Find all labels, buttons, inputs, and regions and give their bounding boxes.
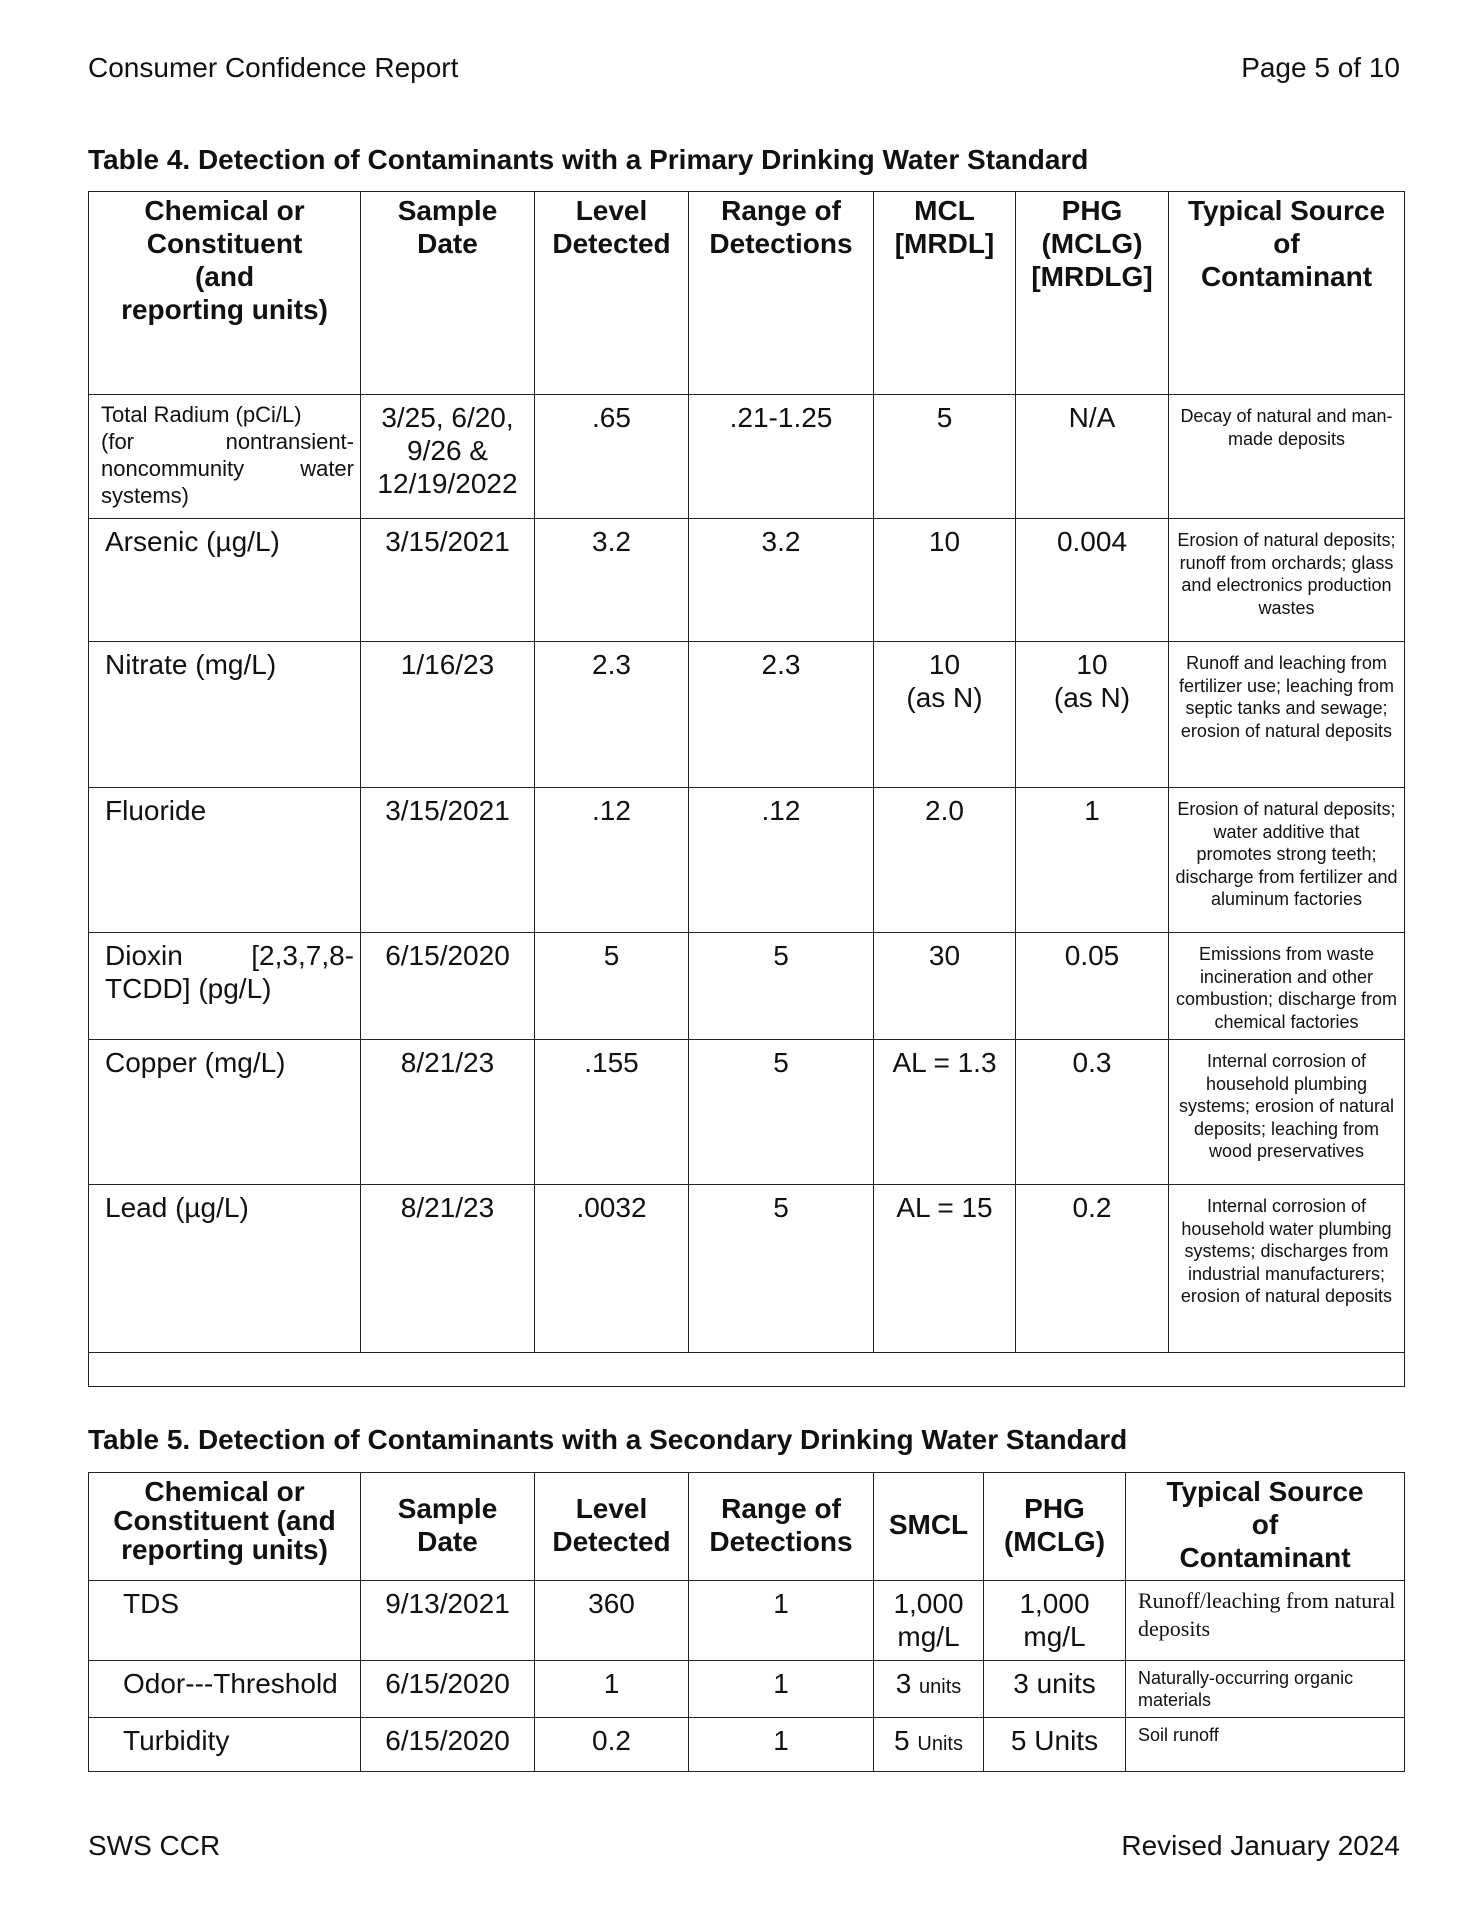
typical-source: Internal corrosion of household plumbing systems; erosion of natural deposits; leaching from wood preservatives bbox=[1169, 1040, 1405, 1185]
col-header-sample-date: Sample Date bbox=[361, 1473, 535, 1581]
empty-cell bbox=[89, 1353, 1405, 1387]
level-detected: .155 bbox=[535, 1040, 689, 1185]
sample-date: 6/15/2020 bbox=[361, 933, 535, 1040]
col-header-typical-source: Typical Source of Contaminant bbox=[1126, 1473, 1405, 1581]
sample-date: 6/15/2020 bbox=[361, 1718, 535, 1772]
col-header-sample-date: Sample Date bbox=[361, 192, 535, 395]
typical-source: Internal corrosion of household water plumbing systems; discharges from industrial manufacturers; erosion of natural deposits bbox=[1169, 1185, 1405, 1353]
phg-value: 0.3 bbox=[1016, 1040, 1169, 1185]
table-row bbox=[89, 1040, 1405, 1185]
sample-date: 8/21/23 bbox=[361, 1040, 535, 1185]
typical-source: Runoff and leaching from fertilizer use; leaching from septic tanks and sewage; erosion of natural deposits bbox=[1169, 642, 1405, 788]
mcl-value: AL = 1.3 bbox=[874, 1040, 1016, 1185]
col-header-range: Range of Detections bbox=[689, 192, 874, 395]
mcl-value: 10 bbox=[874, 519, 1016, 642]
table-row bbox=[89, 395, 1405, 519]
col-header-mcl: MCL [MRDL] bbox=[874, 192, 1016, 395]
col-header-chemical: Chemical or Constituent (and reporting units) bbox=[89, 192, 361, 395]
phg-value: 1,000 mg/L bbox=[984, 1581, 1126, 1661]
typical-source: Runoff/leaching from natural deposits bbox=[1126, 1581, 1405, 1661]
table-row bbox=[89, 642, 1405, 788]
chemical-name: Copper (mg/L) bbox=[89, 1040, 361, 1185]
table-row bbox=[89, 1718, 1405, 1772]
level-detected: .65 bbox=[535, 395, 689, 519]
phg-value: 3 units bbox=[984, 1661, 1126, 1718]
range-of-detections: .21-1.25 bbox=[689, 395, 874, 519]
chemical-name: Fluoride bbox=[89, 788, 361, 933]
mcl-value: AL = 15 bbox=[874, 1185, 1016, 1353]
table-row bbox=[89, 1185, 1405, 1353]
level-detected: 360 bbox=[535, 1581, 689, 1661]
level-detected: 1 bbox=[535, 1661, 689, 1718]
col-header-range: Range of Detections bbox=[689, 1473, 874, 1581]
chemical-name: Nitrate (mg/L) bbox=[89, 642, 361, 788]
chemical-name: Dioxin [2,3,7,8- TCDD] (pg/L) bbox=[89, 933, 361, 1040]
table5-header-row bbox=[89, 1473, 1405, 1581]
level-detected: 2.3 bbox=[535, 642, 689, 788]
typical-source: Emissions from waste incineration and other combustion; discharge from chemical factories bbox=[1169, 933, 1405, 1040]
range-of-detections: .12 bbox=[689, 788, 874, 933]
typical-source: Naturally-occurring organic materials bbox=[1126, 1661, 1405, 1718]
table-row bbox=[89, 1661, 1405, 1718]
table5-caption: Table 5. Detection of Contaminants with a Secondary Drinking Water Standard bbox=[88, 1424, 1128, 1455]
smcl-value: 5 Units bbox=[874, 1718, 984, 1772]
range-of-detections: 1 bbox=[689, 1718, 874, 1772]
mcl-value: 2.0 bbox=[874, 788, 1016, 933]
page-number: Page 5 of 10 bbox=[1241, 52, 1400, 83]
table4-empty-row bbox=[89, 1353, 1405, 1387]
footer-left: SWS CCR bbox=[88, 1830, 221, 1861]
page-header-title: Consumer Confidence Report bbox=[88, 52, 459, 83]
phg-value: 0.05 bbox=[1016, 933, 1169, 1040]
phg-value: 0.2 bbox=[1016, 1185, 1169, 1353]
range-of-detections: 2.3 bbox=[689, 642, 874, 788]
mcl-value: 10 (as N) bbox=[874, 642, 1016, 788]
typical-source: Soil runoff bbox=[1126, 1718, 1405, 1772]
typical-source: Erosion of natural deposits; water additive that promotes strong teeth; discharge from fertilizer and aluminum factories bbox=[1169, 788, 1405, 933]
sample-date: 6/15/2020 bbox=[361, 1661, 535, 1718]
phg-value: 5 Units bbox=[984, 1718, 1126, 1772]
sample-date: 3/15/2021 bbox=[361, 788, 535, 933]
col-header-chemical: Chemical or Constituent (and reporting units) bbox=[89, 1473, 361, 1581]
table5-secondary-standard bbox=[88, 1472, 1405, 1772]
chemical-name: Arsenic (µg/L) bbox=[89, 519, 361, 642]
table4-primary-standard bbox=[88, 191, 1405, 1387]
col-header-level-detected: Level Detected bbox=[535, 192, 689, 395]
range-of-detections: 1 bbox=[689, 1661, 874, 1718]
phg-value: 1 bbox=[1016, 788, 1169, 933]
table4-header-row bbox=[89, 192, 1405, 395]
table-row bbox=[89, 519, 1405, 642]
chemical-name: Total Radium (pCi/L) (for nontransient- noncommunity water systems) bbox=[89, 395, 361, 519]
mcl-value: 5 bbox=[874, 395, 1016, 519]
sample-date: 3/25, 6/20, 9/26 & 12/19/2022 bbox=[361, 395, 535, 519]
sample-date: 9/13/2021 bbox=[361, 1581, 535, 1661]
range-of-detections: 5 bbox=[689, 1185, 874, 1353]
phg-value: N/A bbox=[1016, 395, 1169, 519]
chemical-name: Lead (µg/L) bbox=[89, 1185, 361, 1353]
level-detected: 0.2 bbox=[535, 1718, 689, 1772]
level-detected: 5 bbox=[535, 933, 689, 1040]
mcl-value: 30 bbox=[874, 933, 1016, 1040]
col-header-smcl: SMCL bbox=[874, 1473, 984, 1581]
chemical-name: Turbidity bbox=[89, 1718, 361, 1772]
col-header-phg: PHG (MCLG) bbox=[984, 1473, 1126, 1581]
range-of-detections: 1 bbox=[689, 1581, 874, 1661]
sample-date: 8/21/23 bbox=[361, 1185, 535, 1353]
typical-source: Erosion of natural deposits; runoff from orchards; glass and electronics production wastes bbox=[1169, 519, 1405, 642]
phg-value: 0.004 bbox=[1016, 519, 1169, 642]
col-header-level-detected: Level Detected bbox=[535, 1473, 689, 1581]
level-detected: 3.2 bbox=[535, 519, 689, 642]
range-of-detections: 5 bbox=[689, 1040, 874, 1185]
sample-date: 3/15/2021 bbox=[361, 519, 535, 642]
table-row bbox=[89, 1581, 1405, 1661]
chemical-name: Odor---Threshold bbox=[89, 1661, 361, 1718]
col-header-phg: PHG (MCLG) [MRDLG] bbox=[1016, 192, 1169, 395]
footer-revision: Revised January 2024 bbox=[1121, 1830, 1400, 1861]
col-header-typical-source: Typical Source of Contaminant bbox=[1169, 192, 1405, 395]
range-of-detections: 5 bbox=[689, 933, 874, 1040]
level-detected: .0032 bbox=[535, 1185, 689, 1353]
chemical-name: TDS bbox=[89, 1581, 361, 1661]
sample-date: 1/16/23 bbox=[361, 642, 535, 788]
table-row bbox=[89, 788, 1405, 933]
range-of-detections: 3.2 bbox=[689, 519, 874, 642]
table-row bbox=[89, 933, 1405, 1040]
level-detected: .12 bbox=[535, 788, 689, 933]
table4-caption: Table 4. Detection of Contaminants with a Primary Drinking Water Standard bbox=[88, 144, 1089, 175]
typical-source: Decay of natural and man-made deposits bbox=[1169, 395, 1405, 519]
smcl-value: 1,000 mg/L bbox=[874, 1581, 984, 1661]
phg-value: 10 (as N) bbox=[1016, 642, 1169, 788]
smcl-value: 3 units bbox=[874, 1661, 984, 1718]
